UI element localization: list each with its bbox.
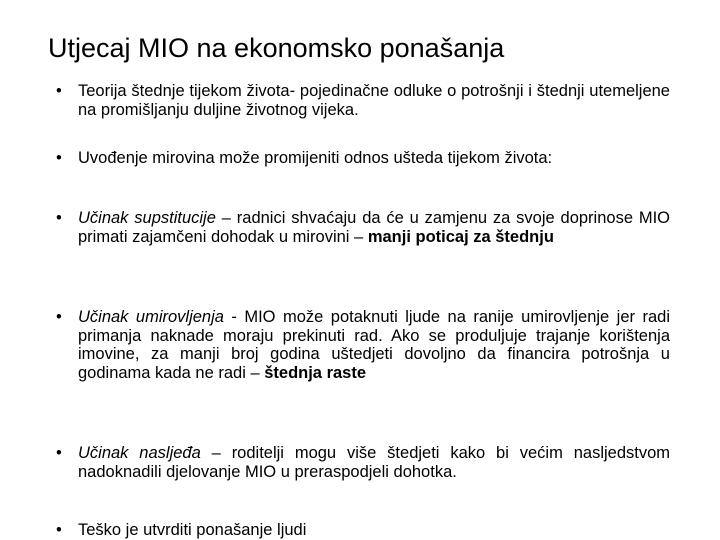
bullet-dot-icon: •: [56, 82, 62, 100]
bullet-lead: Učinak umirovljenja: [78, 308, 224, 326]
bullet-dot-icon: •: [56, 444, 62, 462]
bullet-body: – radnici shvaćaju da će u zamjenu za svoje doprinose MIO primati zajamčeni dohodak u mirovini –: [78, 209, 671, 246]
bullet-item-bequest-effect: [56, 444, 670, 481]
bullet-body: – roditelji mogu više štedjeti kako bi većim nasljedstvom nadoknadili djelovanje MIO u preraspodjeli dohotka.: [78, 444, 671, 481]
bullet-text: [78, 308, 670, 382]
bullet-dot-icon: •: [56, 149, 62, 167]
bullet-item-pension-introduction: [56, 149, 670, 168]
bullet-item-retirement-effect: [56, 308, 670, 382]
bullet-text: [78, 209, 670, 246]
bullet-lead: Učinak nasljeđa: [78, 444, 201, 462]
bullet-emphasis: štednja raste: [264, 363, 367, 382]
bullet-dot-icon: •: [56, 209, 62, 227]
bullet-text: Teško je utvrditi ponašanje ljudi: [78, 521, 307, 539]
bullet-lead: Učinak supstitucije: [78, 209, 216, 227]
bullet-emphasis: manji poticaj za štednju: [367, 227, 554, 246]
bullet-item-behaviour-difficulty: [56, 521, 670, 540]
slide-title: Utjecaj MIO na ekonomsko ponašanja: [48, 33, 505, 63]
bullet-text: [78, 444, 670, 481]
bullet-item-substitution-effect: [56, 209, 670, 246]
bullet-item-life-cycle-theory: [56, 82, 670, 119]
bullet-text: Teorija štednje tijekom života- pojedinačne odluke o potrošnji i štednji utemeljene na promišljanju duljine životnog vijeka.: [78, 82, 670, 119]
bullet-dot-icon: •: [56, 308, 62, 326]
bullet-body: - MIO može potaknuti ljude na ranije umirovljenje jer radi primanja naknade moraju prekinuti rad. Ako se produljuje trajanje korištenja imovine, za manji broj godina uštedjeti dovoljno da financira potrošnja u godinama kada ne radi –: [78, 308, 670, 382]
bullet-dot-icon: •: [56, 521, 62, 539]
bullet-text: Uvođenje mirovina može promijeniti odnos ušteda tijekom života:: [78, 149, 553, 167]
